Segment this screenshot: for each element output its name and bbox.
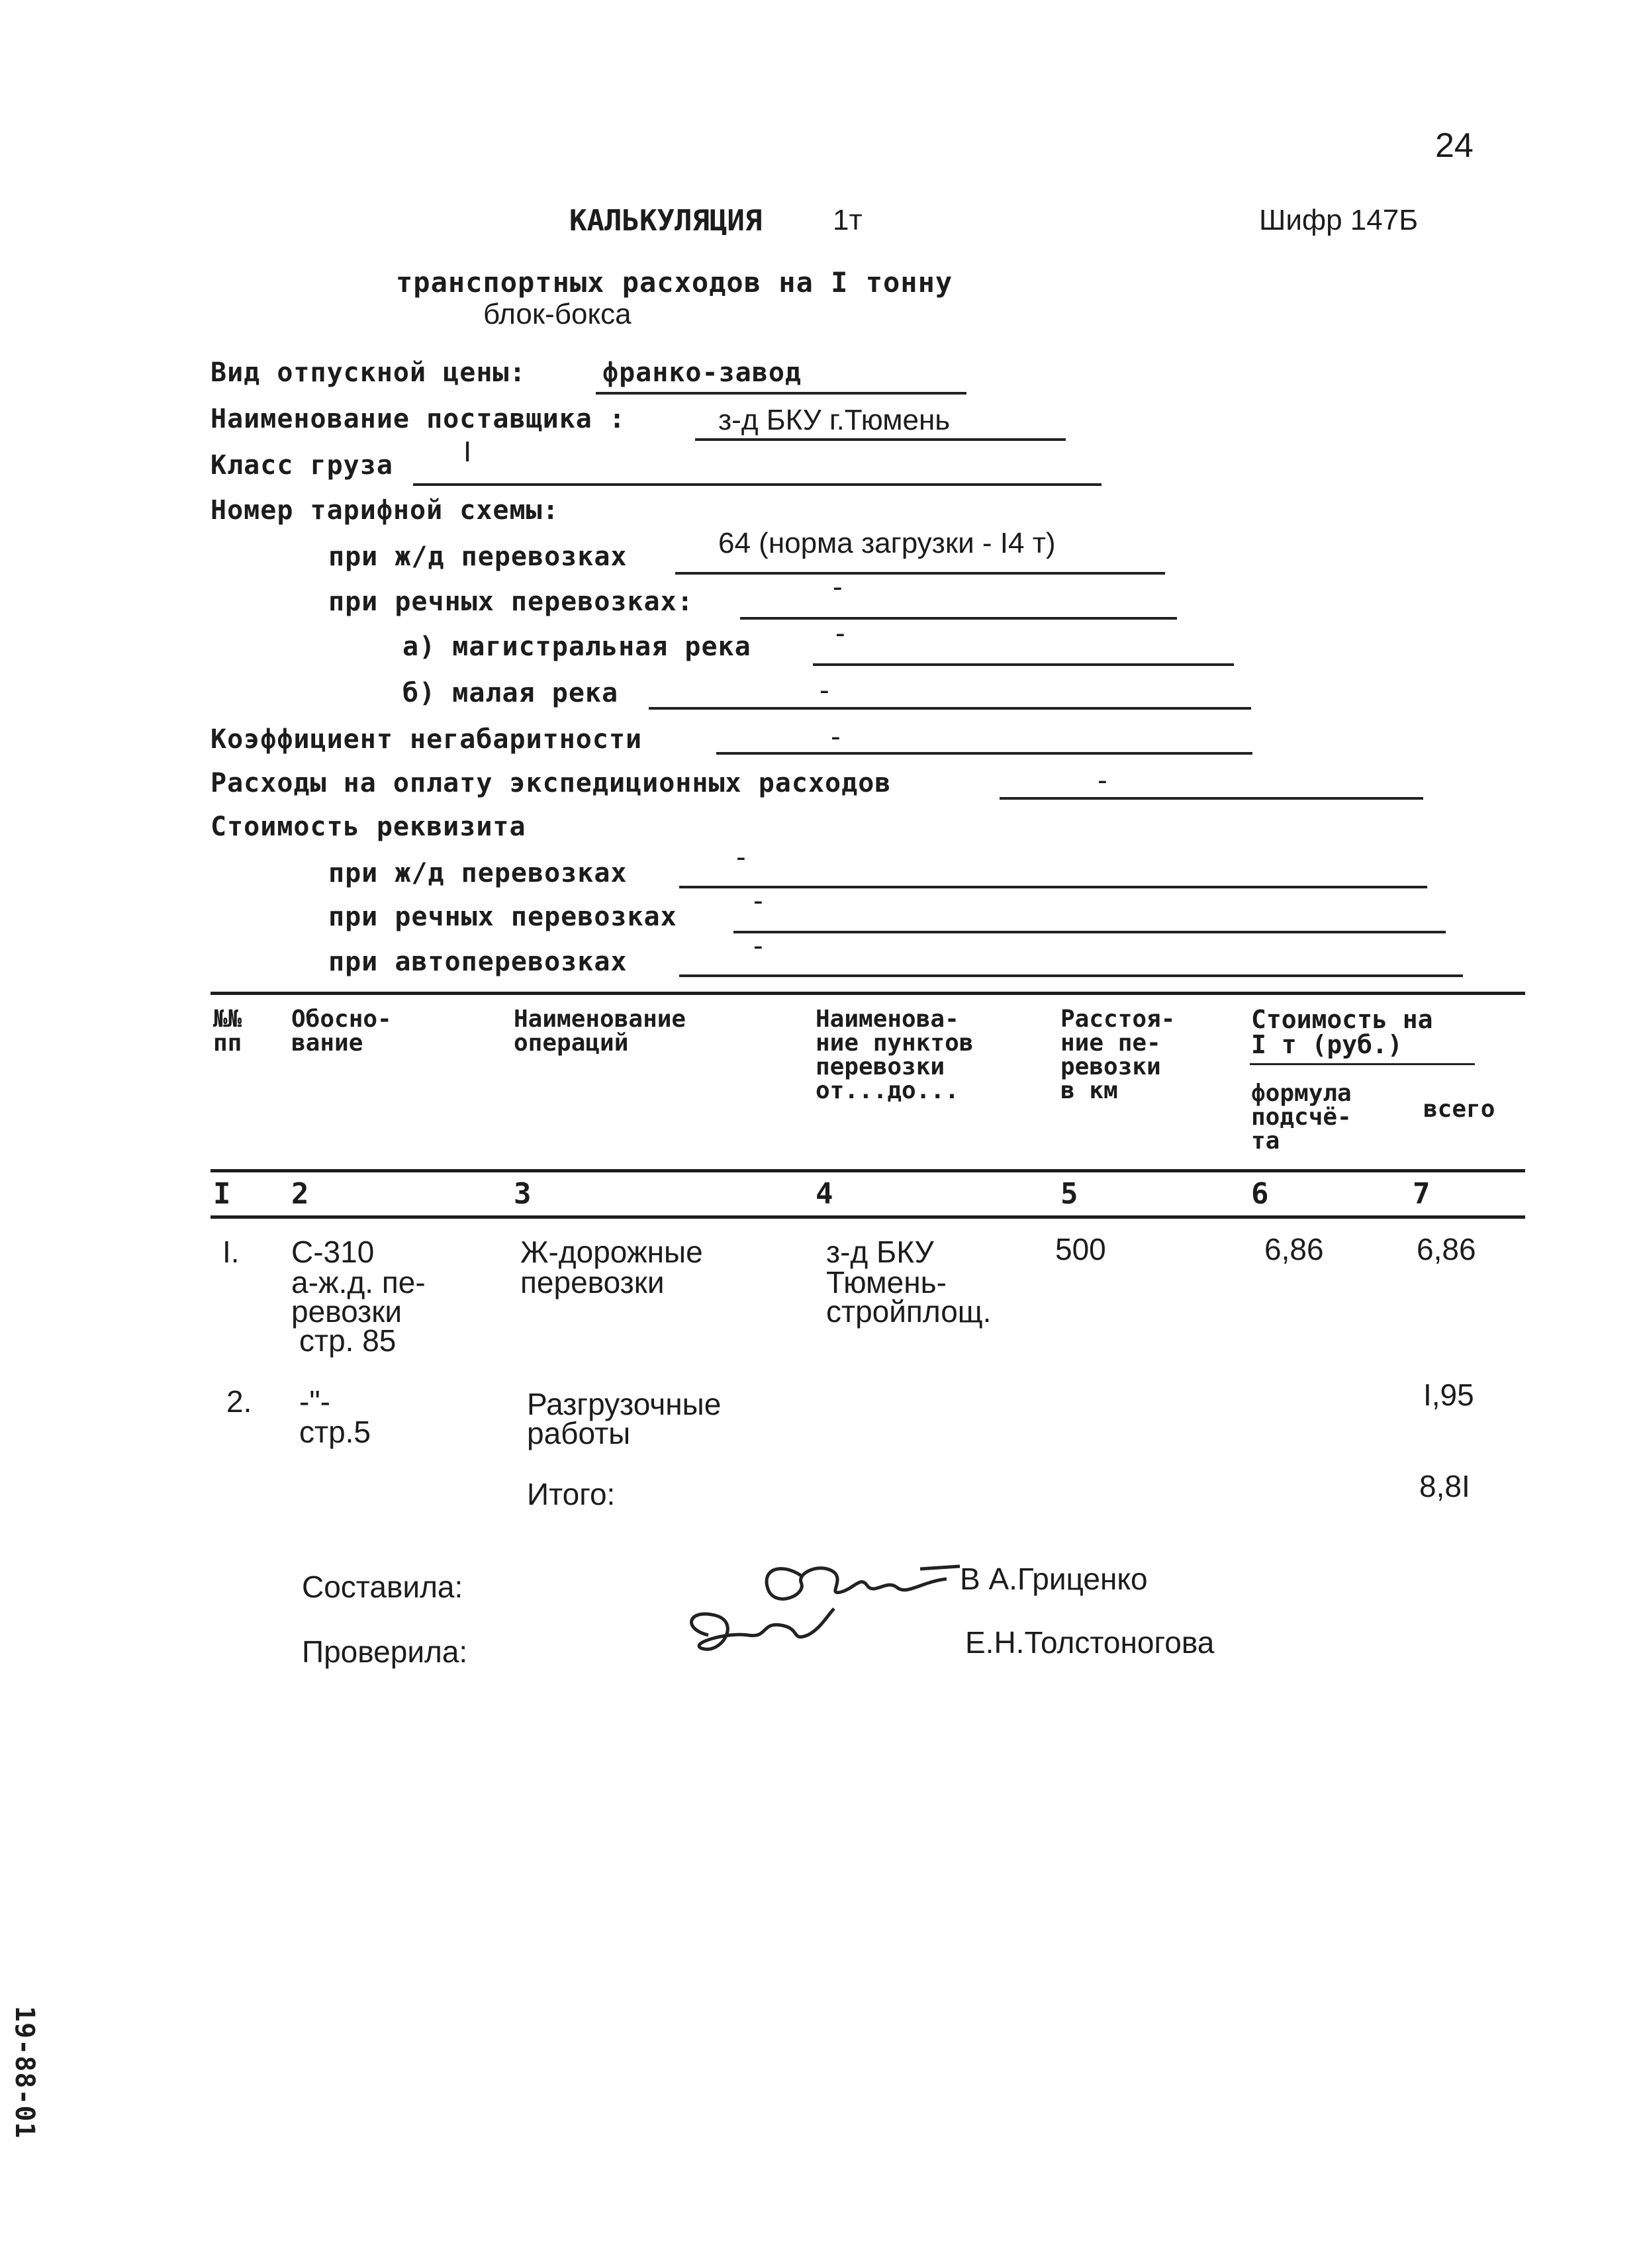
row2-total: I,95 [1423, 1378, 1474, 1412]
props-river-value: - [753, 884, 763, 917]
small-river-value: - [820, 674, 829, 706]
row1-basis-line1: С-310 [291, 1235, 375, 1269]
river-underline [740, 617, 1177, 620]
row2-operation-line2: работы [527, 1416, 631, 1450]
row1-formula: 6,86 [1264, 1232, 1324, 1266]
signature-stroke-1 [767, 1568, 947, 1599]
cost-header-line1: Стоимость на [1251, 1005, 1433, 1034]
checked-by-label: Проверила: [302, 1634, 468, 1669]
row1-total: 6,86 [1417, 1232, 1476, 1266]
col4-header-line4: от...до... [816, 1077, 959, 1104]
forwarding-label: Расходы на оплату экспедиционных расходов [211, 768, 892, 798]
river-value: - [833, 571, 843, 603]
main-river-value: - [835, 617, 845, 649]
total-value: 8,8I [1419, 1469, 1470, 1503]
col7-header: всего [1423, 1096, 1495, 1123]
col3-header-line2: операций [514, 1029, 629, 1057]
row1-operation-line1: Ж-дорожные [520, 1235, 703, 1269]
main-river-label: а) магистральная река [402, 632, 751, 662]
compiled-by-name: В А.Гриценко [960, 1562, 1148, 1596]
row1-points-line2: Тюмень- [826, 1265, 947, 1299]
row1-number: I. [222, 1235, 240, 1269]
col5-header-line1: Расстоя- [1060, 1006, 1176, 1033]
tariff-scheme-label: Номер тарифной схемы: [211, 495, 559, 526]
cipher-code: Шифр 147Б [1259, 204, 1419, 236]
col-number-1: I [213, 1177, 231, 1211]
col-number-4: 4 [816, 1177, 833, 1211]
total-label: Итого: [527, 1477, 616, 1511]
page-number: 24 [1435, 126, 1474, 165]
props-auto-label: при автоперевозках [328, 947, 628, 977]
river-label: при речных перевозках: [328, 587, 694, 617]
cargo-class-underline [413, 483, 1102, 486]
supplier-underline [695, 438, 1066, 441]
title-subtitle-line1: транспортных расходов на I тонну [396, 266, 953, 299]
row1-points-line1: з-д БКУ [826, 1235, 934, 1269]
col2-header-line1: Обосно- [291, 1006, 392, 1033]
row1-operation-line2: перевозки [520, 1265, 665, 1299]
margin-stamp: 19-88-01 [9, 2006, 40, 2139]
row2-basis-line1: -"- [299, 1384, 330, 1419]
col-number-6: 6 [1251, 1177, 1269, 1211]
forwarding-value: - [1098, 764, 1107, 796]
rail-label: при ж/д перевозках [328, 542, 628, 572]
col2-header-line2: вание [291, 1029, 363, 1057]
signature-stroke-2 [920, 1566, 960, 1569]
col1-header-line2: пп [213, 1029, 242, 1057]
cost-header-underline [1250, 1063, 1475, 1065]
row1-basis-line3: ревозки [291, 1294, 402, 1329]
signature-stroke-3 [692, 1609, 834, 1649]
cost-header-line2: I т (руб.) [1251, 1030, 1403, 1059]
title-subtitle-line2: блок-бокса [483, 298, 632, 330]
row1-basis-line4: стр. 85 [299, 1323, 397, 1358]
col4-header-line1: Наименова- [816, 1006, 959, 1033]
document-title: КАЛЬКУЛЯЦИЯ [569, 204, 763, 238]
props-rail-label: при ж/д перевозках [328, 858, 628, 888]
col5-header-line2: ние пе- [1060, 1029, 1161, 1057]
col1-header-line1: №№ [213, 1006, 242, 1033]
rail-underline [675, 572, 1165, 575]
props-auto-value: - [753, 929, 763, 962]
col5-header-line4: в км [1060, 1077, 1118, 1104]
signature-scribble [669, 1542, 973, 1675]
props-auto-underline [679, 974, 1463, 977]
table-top-rule [211, 992, 1525, 995]
props-rail-value: - [736, 841, 746, 873]
checked-by-name: Е.Н.Толстоногова [965, 1625, 1215, 1660]
oversize-value: - [831, 720, 841, 753]
cargo-class-label: Класс груза [211, 450, 393, 481]
supplier-label: Наименование поставщика : [211, 404, 626, 434]
props-river-label: при речных перевозках [328, 902, 677, 932]
oversize-underline [716, 752, 1252, 755]
price-type-underline [596, 392, 966, 395]
main-river-underline [813, 663, 1234, 666]
small-river-label: б) малая река [402, 678, 619, 708]
price-type-value: франко-завод [602, 357, 802, 388]
rail-value: 64 (норма загрузки - I4 т) [718, 527, 1056, 559]
oversize-label: Коэффициент негабаритности [211, 724, 643, 755]
col-number-5: 5 [1060, 1177, 1078, 1211]
table-header-rule [211, 1169, 1525, 1172]
col3-header-line1: Наименование [514, 1006, 686, 1033]
forwarding-underline [1000, 797, 1423, 800]
col6-header-line2: подсчё- [1251, 1104, 1352, 1131]
col-number-7: 7 [1413, 1177, 1431, 1211]
col6-header-line1: формула [1251, 1080, 1352, 1107]
supplier-value: з-д БКУ г.Тюмень [718, 404, 951, 436]
props-rail-underline [679, 886, 1427, 888]
row1-basis-line2: а-ж.д. пе- [291, 1265, 426, 1299]
cargo-class-value: I [463, 436, 472, 468]
row2-operation-line1: Разгрузочные [527, 1387, 722, 1421]
table-number-rule [211, 1215, 1525, 1219]
col-number-3: 3 [514, 1177, 532, 1211]
props-label: Стоимость реквизита [211, 812, 526, 842]
row1-points-line3: стройплощ. [826, 1294, 992, 1329]
props-river-underline [733, 931, 1446, 933]
row2-basis-line2: стр.5 [299, 1415, 371, 1449]
calculation-number: 1т [833, 204, 863, 236]
col4-header-line3: перевозки [816, 1053, 945, 1080]
price-type-label: Вид отпускной цены: [211, 357, 526, 388]
col5-header-line3: ревозки [1060, 1053, 1161, 1080]
row2-number: 2. [226, 1384, 252, 1419]
small-river-underline [649, 707, 1251, 710]
col4-header-line2: ние пунктов [816, 1029, 974, 1057]
row1-distance: 500 [1055, 1232, 1106, 1266]
compiled-by-label: Составила: [302, 1570, 463, 1604]
col6-header-line3: та [1251, 1127, 1280, 1155]
col-number-2: 2 [291, 1177, 309, 1211]
